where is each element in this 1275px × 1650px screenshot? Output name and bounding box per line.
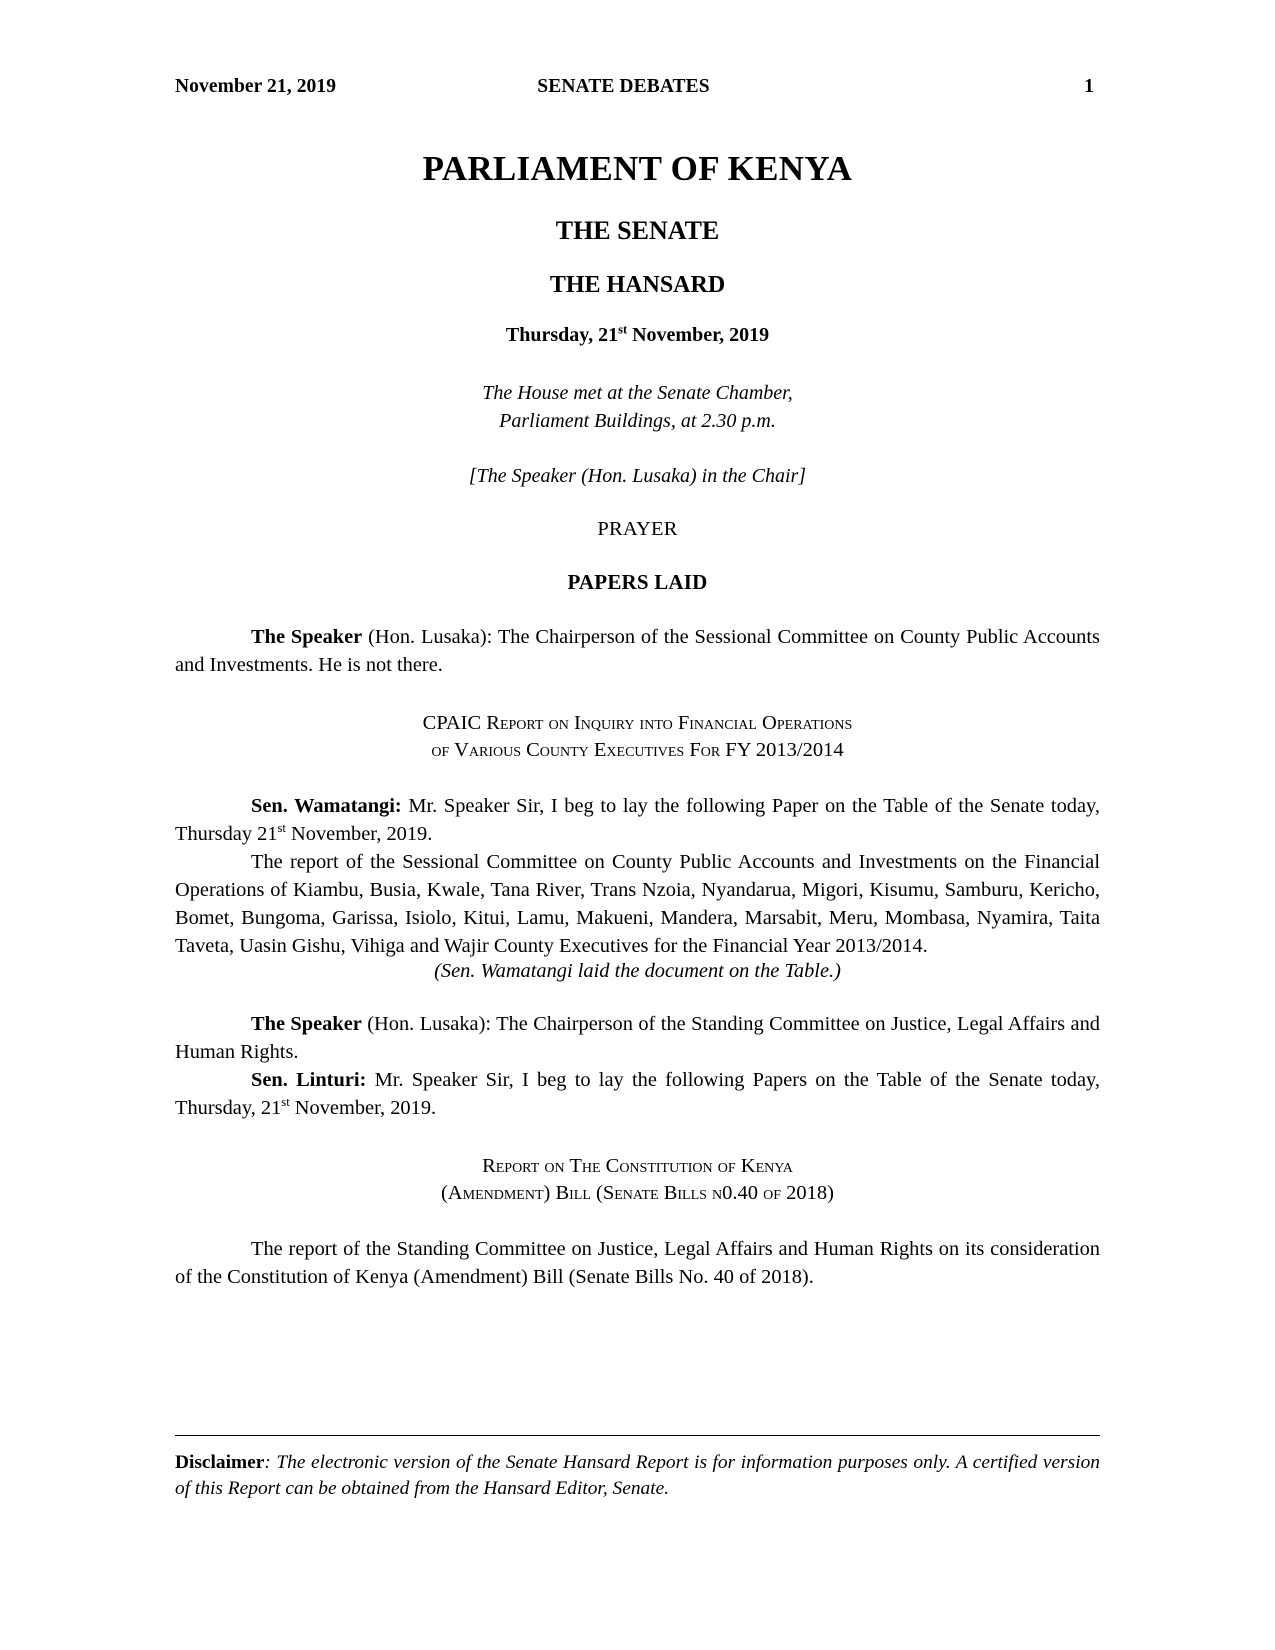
paper-heading-cpaic	[175, 710, 1100, 765]
section-heading-papers-laid: PAPERS LAID	[567, 570, 708, 595]
speech-text: The report of the Standing Committee on Justice, Legal Affairs and Human Rights on its consideration of the Constitution of Kenya (Amendment) Bill (Senate Bills No. 40 of 2018).	[175, 1238, 1100, 1289]
speech-text: (Hon. Lusaka): The Chairperson of the Standing Committee on Justice, Legal Affairs and Human Rights.	[175, 1013, 1100, 1064]
speech-paragraph	[175, 1067, 1100, 1123]
house-subtitle: THE SENATE	[555, 216, 720, 245]
speaker-name: Sen. Linturi:	[251, 1069, 367, 1092]
sitting-date	[175, 324, 1100, 347]
sitting-date-prefix: Thursday, 21	[505, 324, 619, 346]
speech-text: Mr. Speaker Sir, I beg to lay the following Papers on the Table of the Senate today, Thursday, 21	[175, 1069, 1100, 1119]
speech-paragraph	[175, 849, 1100, 960]
header-date: November 21, 2019	[175, 76, 337, 97]
speech-text: The report of the Sessional Committee on County Public Accounts and Investments on the Financial Operations of Kiambu, Busia, Kwale, Tana River, Trans Nzoia, Nyandarua, Migori, Kisumu, Samburu, Kericho, Bomet, Bungoma, Garissa, Isiolo, Kitui, Lamu, Makueni, Mandera, Marsabit, Meru, Mombasa, Nyamira, Taita Taveta, Uasin Gishu, Vihiga and Wajir County Executives for the Financial Year 2013/2014.	[175, 851, 1100, 957]
disclaimer-label: Disclaimer	[175, 1451, 265, 1473]
speech-paragraph	[175, 624, 1100, 680]
page-footer	[175, 1435, 1100, 1502]
speech-text: (Hon. Lusaka): The Chairperson of the Sessional Committee on County Public Accounts and Investments. He is not there.	[175, 626, 1100, 677]
speech-text-cont: November, 2019.	[289, 1096, 437, 1119]
house-met-line-1: The House met at the Senate Chamber,	[482, 382, 793, 404]
ordinal-suffix: st	[281, 1095, 290, 1110]
running-header	[175, 76, 1100, 106]
sitting-date-ordinal: st	[618, 322, 628, 337]
paper-heading-constitution	[175, 1153, 1100, 1208]
speech-paragraph	[175, 793, 1100, 849]
header-title: SENATE DEBATES	[537, 76, 710, 97]
paper-heading-line-2: of Various County Executives For FY 2013/2014	[431, 739, 844, 762]
paper-heading-line-1: Report on The Constitution of Kenya	[482, 1154, 793, 1177]
speech-text-cont: November, 2019.	[285, 823, 433, 846]
record-subtitle: THE HANSARD	[549, 272, 726, 298]
disclaimer	[175, 1450, 1100, 1502]
header-page-number: 1	[1084, 76, 1094, 97]
page-title: PARLIAMENT OF KENYA	[422, 149, 853, 188]
speech-paragraph	[175, 1236, 1100, 1292]
sitting-date-suffix: November, 2019	[627, 324, 770, 346]
paper-heading-acronym: CPAIC	[422, 711, 487, 734]
chair-note: [The Speaker (Hon. Lusaka) in the Chair]	[468, 465, 807, 488]
speaker-name: Sen. Wamatangi:	[251, 795, 402, 818]
paper-heading-line-1	[175, 710, 1100, 737]
speaker-name: The Speaker	[251, 626, 363, 649]
house-met-note	[175, 380, 1100, 435]
speech-paragraph	[175, 1011, 1100, 1067]
paper-heading-line-1-text: Report on Inquiry into Financial Operations	[486, 711, 853, 734]
disclaimer-text: : The electronic version of the Senate Hansard Report is for information purposes only. A certified version of this Report can be obtained from the Hansard Editor, Senate.	[175, 1451, 1100, 1499]
paper-heading-line-2: (Amendment) Bill (Senate Bills n0.40 of 2018)	[440, 1182, 834, 1205]
speech-text: Mr. Speaker Sir, I beg to lay the following Paper on the Table of the Senate today, Thursday 21	[175, 795, 1100, 846]
stage-direction-note: (Sen. Wamatangi laid the document on the Table.)	[434, 960, 841, 983]
house-met-line-2: Parliament Buildings, at 2.30 p.m.	[499, 409, 776, 432]
footer-divider	[175, 1435, 1100, 1436]
ordinal-suffix: st	[277, 821, 286, 836]
speaker-name: The Speaker	[251, 1013, 362, 1036]
prayer-heading: PRAYER	[597, 518, 678, 541]
